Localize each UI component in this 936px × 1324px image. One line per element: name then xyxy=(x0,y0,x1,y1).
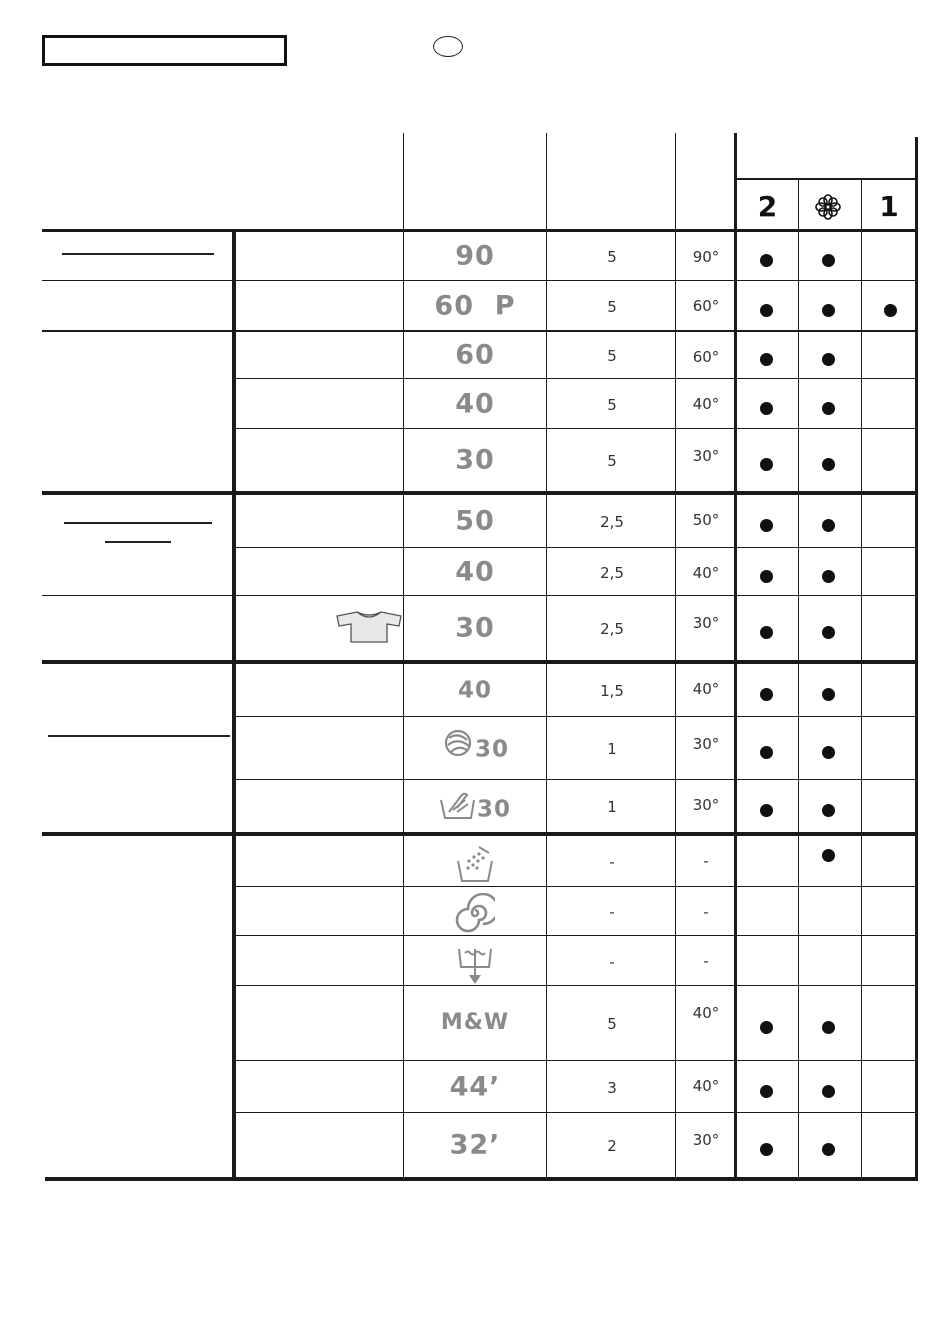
compartment-dot-cf xyxy=(822,353,835,366)
label-underline xyxy=(64,522,212,524)
compartment-dot-c2 xyxy=(760,519,773,532)
temperature: 40° xyxy=(692,395,720,413)
compartment-dot-c2 xyxy=(760,688,773,701)
temperature: - xyxy=(703,903,709,921)
program-label xyxy=(404,505,546,538)
shirt-icon xyxy=(335,610,403,648)
program-label xyxy=(404,240,546,273)
compartment-dot-c2 xyxy=(760,254,773,267)
program-number: 44’ xyxy=(449,1071,501,1102)
program-label xyxy=(404,1129,546,1162)
compartment-dot-c1 xyxy=(884,304,897,317)
temperature: 30° xyxy=(692,1131,720,1149)
temperature: 30° xyxy=(692,447,720,465)
temperature: 40° xyxy=(692,680,720,698)
compartment-dot-c2 xyxy=(760,353,773,366)
temperature: 60° xyxy=(692,297,720,315)
label-underline xyxy=(62,253,214,255)
max-load: 5 xyxy=(607,297,617,316)
compartment-dot-cf xyxy=(822,1143,835,1156)
max-load: 5 xyxy=(607,395,617,414)
max-load: 5 xyxy=(607,347,617,365)
program-number: 40 xyxy=(455,388,495,419)
compartment-dot-c2 xyxy=(760,626,773,639)
spin-icon xyxy=(455,893,495,945)
max-load: 5 xyxy=(607,452,617,470)
compartment-dot-cf xyxy=(822,688,835,701)
program-label xyxy=(404,893,546,945)
temperature: - xyxy=(703,852,709,870)
flower-icon xyxy=(814,193,842,225)
max-load: 2,5 xyxy=(600,513,624,531)
program-label xyxy=(404,728,546,771)
label-underline xyxy=(48,735,230,737)
program-label xyxy=(404,843,546,895)
compartment-dot-c2 xyxy=(760,458,773,471)
max-load: 5 xyxy=(607,248,617,266)
temperature: 60° xyxy=(692,348,720,366)
program-number: 50 xyxy=(455,505,495,537)
program-label xyxy=(404,674,546,707)
temperature: 30° xyxy=(692,735,720,753)
max-load: - xyxy=(609,903,615,921)
compartment-dot-c2 xyxy=(760,402,773,415)
max-load: - xyxy=(609,853,615,871)
wool-icon xyxy=(441,728,475,771)
title-box xyxy=(42,35,287,66)
program-number: 30 xyxy=(474,736,509,763)
compartment-dot-cf xyxy=(822,1021,835,1034)
program-label xyxy=(404,556,546,589)
col-2-header: 2 xyxy=(757,190,778,223)
compartment-dot-cf xyxy=(822,254,835,267)
compartment-dot-cf xyxy=(822,746,835,759)
compartment-dot-c2 xyxy=(760,570,773,583)
compartment-dot-c2 xyxy=(760,1021,773,1034)
program-number: M&W xyxy=(440,1010,510,1035)
max-load: 3 xyxy=(607,1078,617,1097)
temperature: 40° xyxy=(692,1077,720,1095)
temperature: 40° xyxy=(692,564,720,582)
temperature: 40° xyxy=(692,1004,720,1022)
program-number: 30 xyxy=(476,796,511,823)
temperature: 90° xyxy=(692,248,720,266)
temperature: 50° xyxy=(692,511,720,529)
program-number: 30 xyxy=(455,444,495,476)
max-load: 5 xyxy=(607,1015,617,1033)
program-label xyxy=(404,786,546,833)
program-label xyxy=(404,444,546,477)
compartment-dot-c2 xyxy=(760,746,773,759)
handwash-icon xyxy=(439,786,477,833)
program-number: 60 P xyxy=(434,290,516,321)
compartment-dot-c2 xyxy=(760,1143,773,1156)
program-number: 40 xyxy=(457,677,492,704)
program-number: 90 xyxy=(455,240,495,272)
program-number: 40 xyxy=(455,556,495,587)
compartment-dot-cf xyxy=(822,849,835,862)
temperature: - xyxy=(703,952,709,970)
max-load: 2,5 xyxy=(600,620,624,638)
drain-icon xyxy=(455,943,495,997)
compartment-dot-c2 xyxy=(760,1085,773,1098)
program-number: 32’ xyxy=(449,1129,501,1161)
temperature: 30° xyxy=(692,614,720,632)
temperature: 30° xyxy=(692,796,720,814)
program-label xyxy=(404,612,546,645)
max-load: - xyxy=(609,952,615,971)
program-label xyxy=(404,388,546,421)
rinse-icon xyxy=(455,843,495,895)
program-label xyxy=(404,1071,546,1104)
compartment-dot-cf xyxy=(822,402,835,415)
program-label xyxy=(404,943,546,997)
program-label xyxy=(404,290,546,323)
compartment-dot-cf xyxy=(822,804,835,817)
label-underline xyxy=(105,541,171,543)
program-label xyxy=(404,339,546,372)
max-load: 1 xyxy=(607,798,617,816)
compartment-dot-cf xyxy=(822,570,835,583)
max-load: 1,5 xyxy=(600,682,624,700)
max-load: 1 xyxy=(607,740,617,758)
max-load: 2 xyxy=(607,1137,617,1155)
program-number: 30 xyxy=(455,612,495,644)
country-badge xyxy=(433,36,463,57)
compartment-dot-cf xyxy=(822,1085,835,1098)
compartment-dot-c2 xyxy=(760,304,773,317)
program-number: 60 xyxy=(455,339,495,371)
compartment-dot-cf xyxy=(822,304,835,317)
compartment-dot-c2 xyxy=(760,804,773,817)
compartment-dot-cf xyxy=(822,458,835,471)
program-label xyxy=(404,1007,546,1039)
compartment-dot-cf xyxy=(822,519,835,532)
col-1-header: 1 xyxy=(879,190,899,223)
max-load: 2,5 xyxy=(600,563,624,582)
compartment-dot-cf xyxy=(822,626,835,639)
